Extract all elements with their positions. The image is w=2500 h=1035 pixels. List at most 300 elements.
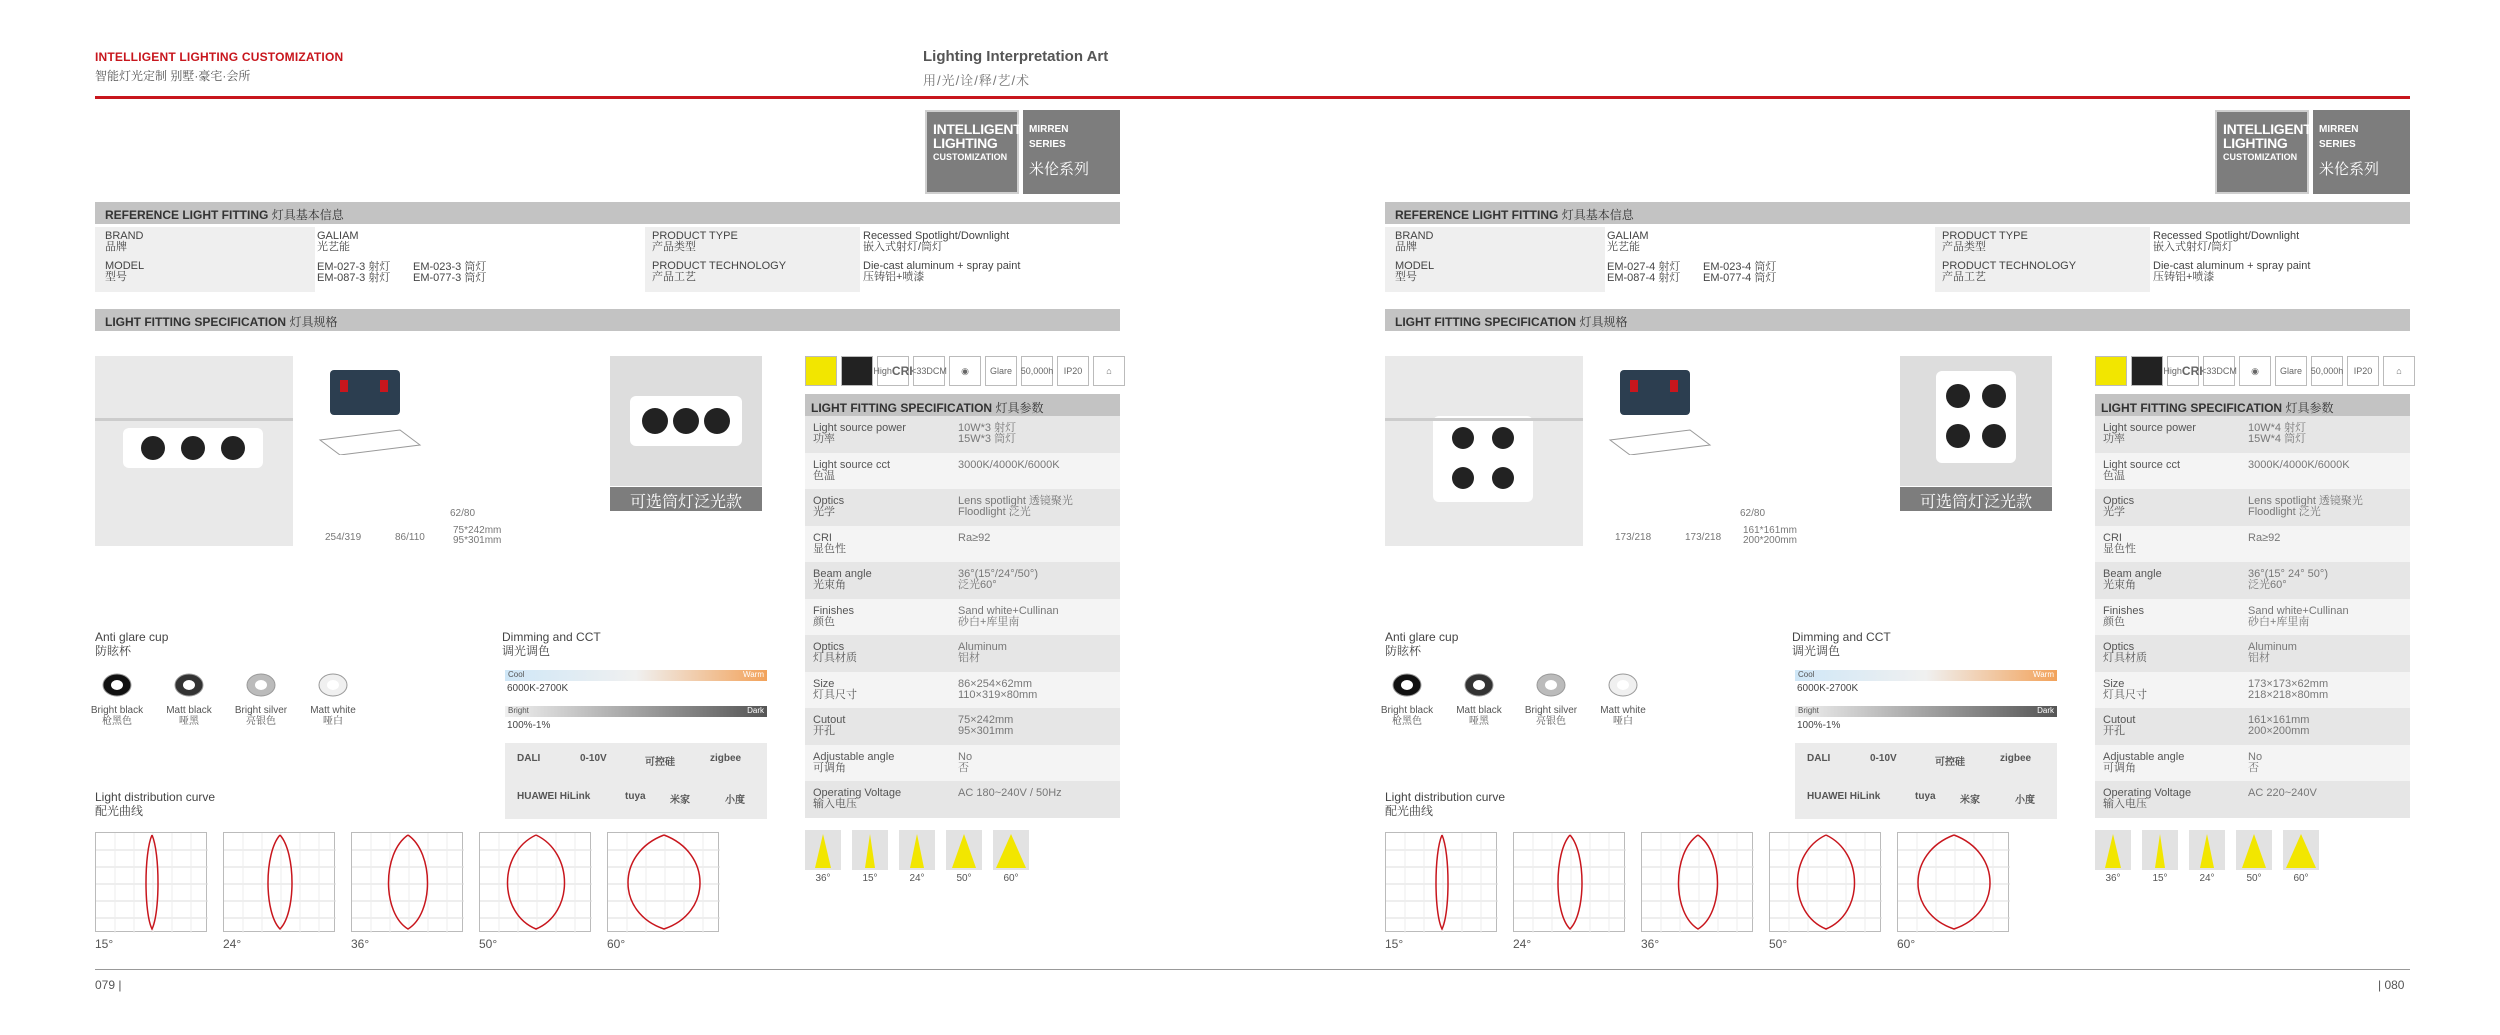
badge-series-line2: SERIES xyxy=(2319,139,2356,150)
spec-key xyxy=(813,679,943,701)
beam-swatch xyxy=(2189,830,2225,870)
cup-name-en: Bright black xyxy=(90,705,144,716)
cct-range: 6000K-2700K xyxy=(507,683,569,694)
curve-angle-label: 50° xyxy=(479,937,498,951)
spec-key-en: CRI xyxy=(813,531,832,544)
spec-key-en: Optics xyxy=(2103,495,2135,507)
cup-name-en: Bright silver xyxy=(234,705,288,716)
beam-angle-label: 15° xyxy=(2152,873,2168,884)
product-type-value: Recessed Spotlight/Downlight xyxy=(2153,230,2300,242)
ugr-a: <3 xyxy=(2201,365,2212,376)
reference-bar-en: REFERENCE LIGHT FITTING xyxy=(1395,208,1559,222)
header-center-en: Lighting Interpretation Art xyxy=(923,48,1109,65)
spec-table xyxy=(805,394,1120,818)
spec-value-1: 10W*4 射灯 xyxy=(2248,422,2307,434)
spec-value-1: No xyxy=(958,750,973,763)
spec-key xyxy=(813,569,943,591)
cct-cool: Cool xyxy=(1798,670,1815,679)
spec-value-2: 15W*4 筒灯 xyxy=(2248,433,2307,445)
cup-name-en: Matt black xyxy=(1456,705,1502,716)
beam-swatch xyxy=(2095,830,2131,870)
distribution-curve xyxy=(479,832,591,932)
glare-text: Glare xyxy=(989,365,1012,376)
spec-row xyxy=(805,745,1120,782)
spec-key xyxy=(2103,460,2233,482)
badge-series-zh: 米伦系列 xyxy=(1029,161,1090,178)
spec-key xyxy=(2103,423,2233,445)
protocol-logo: HUAWEI HiLink xyxy=(517,791,591,802)
spec-key-en: Light source cct xyxy=(2103,458,2181,471)
lifespan-icon xyxy=(2311,356,2343,386)
spec-key xyxy=(813,715,943,737)
spec-key xyxy=(2103,569,2233,591)
spec-value xyxy=(958,679,1118,701)
series-badge-left xyxy=(2215,110,2312,194)
curve-angle-label: 24° xyxy=(223,937,242,951)
beam-swatch xyxy=(2236,830,2272,870)
product-type-label: PRODUCT TYPE xyxy=(1942,230,2028,242)
protocol-logo: 米家 xyxy=(670,795,690,806)
brand-label: BRAND xyxy=(105,230,144,242)
curve-plot xyxy=(352,833,462,938)
spec-value xyxy=(2248,679,2408,701)
badge-series-line1: MIRREN xyxy=(1029,124,1069,135)
beam-triangle xyxy=(2236,830,2272,875)
product-type-value: Recessed Spotlight/Downlight xyxy=(863,230,1010,242)
spec-row xyxy=(2095,453,2410,490)
brand-value: GALIAM xyxy=(1607,230,1649,242)
spec-row xyxy=(2095,745,2410,782)
dim-gradient xyxy=(1795,706,2057,717)
spec-table-en: LIGHT FITTING SPECIFICATION xyxy=(811,401,993,415)
series-badge-right xyxy=(2313,110,2410,194)
protocol-logo: zigbee xyxy=(710,753,742,764)
series-badge-right xyxy=(1023,110,1120,194)
dim-dark: Dark xyxy=(2037,706,2054,715)
spec-key-en: Size xyxy=(813,677,835,690)
spec-value-2: 否 xyxy=(958,761,969,774)
cup-icon xyxy=(173,672,205,701)
spec-row xyxy=(2095,562,2410,599)
spec-value xyxy=(958,752,1118,774)
model-label-zh: 型号 xyxy=(105,271,127,283)
spec-key-en: Beam angle xyxy=(2103,568,2162,580)
spec-value-2: 200×200mm xyxy=(2248,725,2310,737)
curve-plot xyxy=(608,833,718,938)
protocol-logo: 小度 xyxy=(725,795,745,806)
protocol-logo: 0-10V xyxy=(1870,753,1897,764)
spec-key xyxy=(813,533,943,555)
ugr-b: 3DCM xyxy=(2211,365,2237,376)
beam-swatch xyxy=(993,830,1029,870)
anti-glare-icon xyxy=(2131,356,2163,386)
spec-key-zh: 光学 xyxy=(813,506,835,518)
cup-name-zh: 枪黑色 xyxy=(102,716,132,727)
cct-gradient xyxy=(1795,670,2057,681)
glare-cup xyxy=(231,672,291,727)
product-tech-value: Die-cast aluminum + spray paint xyxy=(2153,260,2311,272)
dim-range: 100%-1% xyxy=(1797,720,1841,731)
spec-key xyxy=(813,606,943,628)
spec-key xyxy=(813,460,943,482)
spec-key-en: Adjustable angle xyxy=(813,750,895,763)
beam-triangle xyxy=(899,830,935,875)
cri-top: High xyxy=(2163,365,2182,376)
model-value: EM-087-4 射灯 xyxy=(1607,272,1681,284)
footer-rule xyxy=(95,969,2410,970)
spec-value xyxy=(958,423,1118,445)
curve-angle-label: 50° xyxy=(1769,937,1788,951)
protocol-logo: HUAWEI HiLink xyxy=(1807,791,1881,802)
cup-name-en: Bright black xyxy=(1380,705,1434,716)
glare-icon xyxy=(2275,356,2307,386)
curve-angle-label: 36° xyxy=(351,937,370,951)
curve-plot xyxy=(1898,833,2008,938)
product-type-label-zh: 产品类型 xyxy=(1942,241,1986,253)
spec-key-zh: 灯具尺寸 xyxy=(2103,688,2147,701)
glare-cup xyxy=(1377,672,1437,727)
spec-key-zh: 功率 xyxy=(813,433,835,445)
beam-swatch xyxy=(946,830,982,870)
spec-key-zh: 显色性 xyxy=(813,542,846,555)
beam-angle-label: 50° xyxy=(2246,873,2262,884)
reference-bar xyxy=(1385,202,2410,224)
spec-value xyxy=(958,715,1118,737)
brand-label-zh: 品牌 xyxy=(1395,241,1417,253)
dim-bright: Bright xyxy=(508,706,529,715)
spec-value xyxy=(958,788,1118,799)
ugr-icon xyxy=(2203,356,2235,386)
spec-page xyxy=(90,110,1120,960)
spec-value-2: 砂白+库里南 xyxy=(2248,615,2310,628)
glare-cup xyxy=(87,672,147,727)
model-value: EM-027-4 射灯 xyxy=(1607,261,1681,273)
dimming-title-zh: 调光调色 xyxy=(1792,644,1841,658)
spec-key-zh: 颜色 xyxy=(2103,615,2125,628)
cup-icon xyxy=(1463,672,1495,701)
spec-key-zh: 色温 xyxy=(2103,469,2125,482)
badge-series-zh: 米伦系列 xyxy=(2319,161,2380,178)
spec-key xyxy=(813,496,943,518)
cup-icon xyxy=(1607,672,1639,701)
spec-key-en: Optics xyxy=(813,641,845,653)
protocol-logo: 可控硅 xyxy=(645,757,675,768)
curve-title-zh: 配光曲线 xyxy=(95,804,144,818)
cri-text: CRI xyxy=(2181,363,2203,378)
spec-key-en: Finishes xyxy=(813,604,854,617)
product-photo xyxy=(1385,356,1583,546)
spec-value xyxy=(2248,533,2408,544)
spec-row xyxy=(2095,781,2410,818)
reference-bar-en: REFERENCE LIGHT FITTING xyxy=(105,208,269,222)
distribution-curve xyxy=(351,832,463,932)
floodlight-render xyxy=(610,356,762,491)
cup-icon xyxy=(1391,672,1423,701)
badge-line3: CUSTOMIZATION xyxy=(933,152,1008,162)
spec-key-zh: 输入电压 xyxy=(813,798,857,810)
spec-value-2: 95×301mm xyxy=(958,725,1014,737)
ugr-icon xyxy=(913,356,945,386)
beam-triangle xyxy=(946,830,982,875)
model-label: MODEL xyxy=(105,260,145,272)
cct-gradient xyxy=(505,670,767,681)
spec-value-1: 86×254×62mm xyxy=(958,677,1032,690)
dim-depth: 86/110 xyxy=(395,532,425,543)
spec-value-1: Aluminum xyxy=(958,641,1007,653)
spec-key-en: Light source power xyxy=(813,422,906,434)
cup-name-zh: 哑白 xyxy=(1613,716,1633,727)
beam-angle-label: 50° xyxy=(956,873,972,884)
spec-row xyxy=(805,526,1120,563)
spec-row xyxy=(805,453,1120,490)
spec-key-en: Operating Voltage xyxy=(813,787,902,799)
spec-key-zh: 颜色 xyxy=(813,615,835,628)
distribution-curve xyxy=(607,832,719,932)
model-value: EM-077-4 筒灯 xyxy=(1703,272,1777,284)
header-center xyxy=(923,48,1108,89)
curve-angle-label: 15° xyxy=(95,937,114,951)
spec-value xyxy=(958,496,1118,518)
cup-name-zh: 亮银色 xyxy=(246,716,276,727)
spec-value xyxy=(2248,423,2408,445)
beam-icon xyxy=(2095,356,2127,386)
spec-value-2: 泛光60° xyxy=(2248,579,2287,591)
protocol-logo: tuya xyxy=(1915,791,1936,802)
spec-value-2: 铝材 xyxy=(958,652,980,664)
spec-value-1: Lens spotlight 透镜聚光 xyxy=(2248,495,2363,507)
header-rule xyxy=(95,96,2410,99)
dim-height: 62/80 xyxy=(1740,508,1766,519)
spec-key-en: Light source cct xyxy=(813,458,891,471)
badge-series-line1: MIRREN xyxy=(2319,124,2359,135)
curve-angle-label: 60° xyxy=(1897,937,1916,951)
ip-text: IP20 xyxy=(2353,365,2373,376)
cup-icon xyxy=(1535,672,1567,701)
spec-value-2: 泛光60° xyxy=(958,579,997,591)
spec-value-2: 铝材 xyxy=(2248,652,2270,664)
curve-plot xyxy=(96,833,206,938)
home-icon: ⌂ xyxy=(1093,356,1125,386)
spec-key xyxy=(813,752,943,774)
spec-key-zh: 灯具尺寸 xyxy=(813,688,857,701)
ip-text: IP20 xyxy=(1063,365,1083,376)
spec-value xyxy=(2248,569,2408,591)
spec-key-en: Size xyxy=(2103,677,2125,690)
cri-icon xyxy=(873,356,913,386)
protocol-logo: tuya xyxy=(625,791,646,802)
glare-cup xyxy=(159,672,219,727)
dim-cutout: 75*242mm 95*301mm xyxy=(453,525,502,546)
specification-bar xyxy=(95,309,1120,331)
spec-key xyxy=(2103,715,2233,737)
distribution-curve xyxy=(1385,832,1497,932)
dimming-title: Dimming and CCT xyxy=(1792,630,1891,644)
curve-plot xyxy=(1386,833,1496,938)
header-left-en: INTELLIGENT LIGHTING CUSTOMIZATION xyxy=(95,50,344,64)
spec-value xyxy=(2248,642,2408,664)
home-icon: ⌂ xyxy=(2383,356,2415,386)
spec-value-1: Aluminum xyxy=(2248,641,2297,653)
curve-title: Light distribution curve xyxy=(95,790,216,804)
beam-angle-label: 24° xyxy=(2199,873,2215,884)
eye-icon: ◉ xyxy=(949,356,981,386)
spec-key-zh: 色温 xyxy=(813,469,835,482)
badge-line1: INTELLIGENT xyxy=(2223,121,2312,137)
distribution-curve xyxy=(223,832,335,932)
cup-name-zh: 枪黑色 xyxy=(1392,716,1422,727)
curve-angle-label: 36° xyxy=(1641,937,1660,951)
spec-value-1: 75×242mm xyxy=(958,714,1014,726)
dimming-title-zh: 调光调色 xyxy=(502,644,551,658)
product-render xyxy=(1385,356,1583,551)
reference-bar-zh: 灯具基本信息 xyxy=(1561,208,1634,222)
beam-angle-label: 15° xyxy=(862,873,878,884)
spec-key-en: Beam angle xyxy=(813,568,872,580)
product-photo xyxy=(95,356,293,546)
cup-name-zh: 哑黑 xyxy=(1469,716,1489,727)
spec-key-en: Light source power xyxy=(2103,422,2196,434)
brand-label: BRAND xyxy=(1395,230,1434,242)
spec-key xyxy=(2103,496,2233,518)
beam-swatch xyxy=(852,830,888,870)
floodlight-photo xyxy=(610,356,762,486)
badge-line2: LIGHTING xyxy=(933,135,998,151)
cup-name-zh: 哑黑 xyxy=(179,716,199,727)
spec-key-en: Operating Voltage xyxy=(2103,787,2192,799)
spec-row xyxy=(2095,635,2410,672)
product-tech-label: PRODUCT TECHNOLOGY xyxy=(1942,260,2077,272)
spec-key-zh: 开孔 xyxy=(813,725,835,737)
spec-value xyxy=(958,606,1118,628)
reference-bar-zh: 灯具基本信息 xyxy=(271,208,344,222)
spec-key-en: Finishes xyxy=(2103,604,2144,617)
spec-value xyxy=(2248,606,2408,628)
product-tech-label: PRODUCT TECHNOLOGY xyxy=(652,260,787,272)
model-value: EM-027-3 射灯 xyxy=(317,261,391,273)
cup-name-en: Bright silver xyxy=(1524,705,1578,716)
reference-info xyxy=(95,227,1120,292)
header-left-zh: 智能灯光定制 别墅·豪宅·会所 xyxy=(95,69,251,83)
beam-angle-label: 60° xyxy=(1003,873,1019,884)
anti-glare-title: Anti glare cup xyxy=(1385,630,1459,644)
cup-name-en: Matt white xyxy=(1600,705,1646,716)
glare-cup xyxy=(1449,672,1509,727)
spec-key-zh: 光学 xyxy=(2103,506,2125,518)
spec-bar-zh: 灯具规格 xyxy=(289,315,338,329)
spec-value-2: 218×218×80mm xyxy=(2248,688,2329,701)
spec-key-zh: 功率 xyxy=(2103,433,2125,445)
spec-key-zh: 可调角 xyxy=(813,761,846,774)
curve-title-zh: 配光曲线 xyxy=(1385,804,1434,818)
floodlight-render xyxy=(1900,356,2052,491)
dim-cutout: 161*161mm 200*200mm xyxy=(1743,525,1797,546)
protocol-logo: 米家 xyxy=(1960,795,1980,806)
spec-key xyxy=(2103,679,2233,701)
dim-width: 254/319 xyxy=(325,532,362,543)
spec-value xyxy=(958,569,1118,591)
dim-gradient xyxy=(505,706,767,717)
protocol-logo: DALI xyxy=(1807,753,1831,764)
beam-triangle xyxy=(993,830,1029,875)
cct-cool: Cool xyxy=(508,670,525,679)
spec-key xyxy=(2103,752,2233,774)
beam-angle-label: 24° xyxy=(909,873,925,884)
product-tech-label-zh: 产品工艺 xyxy=(1942,271,1986,283)
spec-bar-en: LIGHT FITTING SPECIFICATION xyxy=(1395,315,1577,329)
spec-value-1: 36°(15° 24° 50°) xyxy=(2248,568,2328,580)
spec-key-en: Optics xyxy=(2103,641,2135,653)
spec-table-header xyxy=(2095,394,2410,416)
spec-table xyxy=(2095,394,2410,818)
distribution-curve xyxy=(1769,832,1881,932)
spec-bar-en: LIGHT FITTING SPECIFICATION xyxy=(105,315,287,329)
glare-cup xyxy=(1521,672,1581,727)
spec-value xyxy=(958,642,1118,664)
product-type-label-zh: 产品类型 xyxy=(652,241,696,253)
product-tech-value: Die-cast aluminum + spray paint xyxy=(863,260,1021,272)
reference-bar xyxy=(95,202,1120,224)
brand-value: GALIAM xyxy=(317,230,359,242)
page-number-left: 079 | xyxy=(95,978,122,992)
model-label: MODEL xyxy=(1395,260,1435,272)
beam-angle-label: 60° xyxy=(2293,873,2309,884)
spec-value xyxy=(2248,752,2408,774)
header-center-zh: 用/光/诠/释/艺/术 xyxy=(923,73,1031,88)
dim-width: 173/218 xyxy=(1615,532,1652,543)
anti-glare-title-zh: 防眩杯 xyxy=(95,644,132,658)
beam-swatch xyxy=(2142,830,2178,870)
spec-key-zh: 灯具材质 xyxy=(2103,652,2147,664)
spec-value xyxy=(2248,496,2408,518)
floodlight-label: 可选筒灯泛光款 xyxy=(610,487,762,511)
spec-key-en: CRI xyxy=(2103,531,2122,544)
beam-triangle xyxy=(2142,830,2178,875)
dim-height: 62/80 xyxy=(450,508,476,519)
feature-icons xyxy=(805,356,1125,386)
spec-table-en: LIGHT FITTING SPECIFICATION xyxy=(2101,401,2283,415)
anti-glare-icon xyxy=(841,356,873,386)
spec-bar-zh: 灯具规格 xyxy=(1579,315,1628,329)
cup-icon xyxy=(245,672,277,701)
spec-row xyxy=(2095,708,2410,745)
spec-value-1: 10W*3 射灯 xyxy=(958,422,1017,434)
curve-title: Light distribution curve xyxy=(1385,790,1506,804)
cri-top: High xyxy=(873,365,892,376)
product-type-value-zh: 嵌入式射灯/筒灯 xyxy=(2153,241,2234,253)
beam-triangle xyxy=(2283,830,2319,875)
spec-page xyxy=(1380,110,2410,960)
glare-cup xyxy=(1593,672,1653,727)
spec-value-1: 3000K/4000K/6000K xyxy=(2248,458,2350,471)
spec-key xyxy=(813,788,943,810)
spec-table-zh: 灯具参数 xyxy=(2285,401,2334,415)
spec-row xyxy=(805,416,1120,453)
spec-row xyxy=(805,672,1120,709)
protocols-box xyxy=(1795,743,2057,819)
beam-swatch xyxy=(805,830,841,870)
spec-value xyxy=(958,533,1118,544)
distribution-curve xyxy=(1513,832,1625,932)
curve-angle-label: 15° xyxy=(1385,937,1404,951)
ugr-b: 3DCM xyxy=(921,365,947,376)
spec-row xyxy=(2095,672,2410,709)
spec-value-2: 砂白+库里南 xyxy=(958,615,1020,628)
spec-row xyxy=(805,635,1120,672)
spec-key-zh: 光束角 xyxy=(2103,579,2136,591)
spec-value-1: AC 180~240V / 50Hz xyxy=(958,787,1062,799)
spec-value xyxy=(2248,715,2408,737)
spec-row xyxy=(2095,416,2410,453)
